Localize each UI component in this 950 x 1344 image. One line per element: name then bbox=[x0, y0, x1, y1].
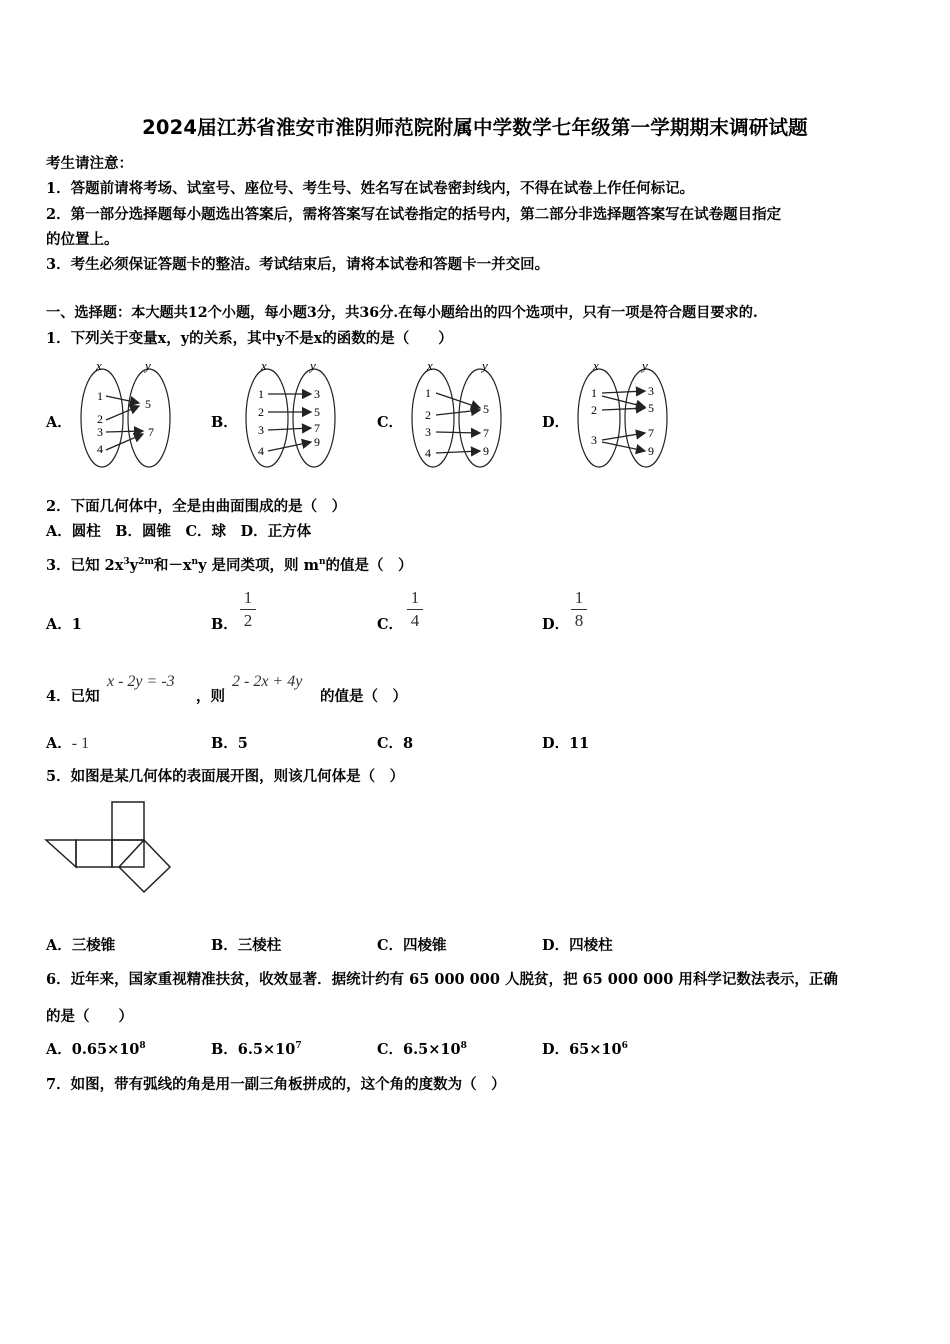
x-value: 3 bbox=[97, 425, 103, 439]
y-value: 3 bbox=[648, 384, 654, 398]
x-value: 3 bbox=[591, 433, 597, 447]
q4-option-d: D．11 bbox=[542, 735, 590, 752]
mapping-diagram-c bbox=[406, 358, 516, 473]
x-value: 2 bbox=[591, 403, 597, 417]
q4-option-c: C．8 bbox=[377, 735, 414, 752]
q4-stem-end: 的值是（ ） bbox=[320, 688, 407, 705]
q6-option-a: A．$0.65\times 10^8$ bbox=[46, 1041, 146, 1058]
y-set-label: y bbox=[310, 358, 316, 373]
y-set-label: y bbox=[482, 358, 488, 373]
mapping-diagram-b bbox=[240, 358, 350, 473]
x-value: 3 bbox=[425, 425, 431, 439]
q2-options: A．圆柱 B．圆锥 C．球 D．正方体 bbox=[46, 523, 312, 540]
x-set-label: x bbox=[96, 358, 102, 373]
q3-option-d-fraction: 1 8 bbox=[571, 588, 587, 631]
q5-option-b: B．三棱柱 bbox=[211, 937, 282, 954]
x-value: 1 bbox=[425, 386, 431, 400]
y-value: 7 bbox=[483, 426, 489, 440]
x-value: 4 bbox=[258, 444, 264, 458]
page-title: 2024届江苏省淮安市淮阴师范院附属中学数学七年级第一学期期末调研试题 bbox=[142, 116, 808, 139]
x-value: 2 bbox=[425, 408, 431, 422]
y-value: 9 bbox=[314, 435, 320, 449]
y-value: 7 bbox=[148, 425, 154, 439]
notice-heading: 考生请注意： bbox=[46, 155, 133, 172]
q6-option-c: C．$6.5\times 10^8$ bbox=[377, 1041, 467, 1058]
q3-option-b: B． bbox=[211, 616, 238, 633]
q5-option-c: C．四棱锥 bbox=[377, 937, 447, 954]
net-figure bbox=[43, 797, 175, 901]
q4-then: ，则 bbox=[196, 688, 225, 705]
y-value: 5 bbox=[145, 397, 151, 411]
q5-option-d: D．四棱柱 bbox=[542, 937, 613, 954]
q6-stem-cont: 的是（ ） bbox=[46, 1008, 133, 1025]
q5-stem: 5．如图是某几何体的表面展开图，则该几何体是（ ） bbox=[46, 768, 405, 785]
q1-stem: 1．下列关于变量x，y的关系，其中y不是x的函数的是（ ） bbox=[46, 330, 453, 347]
notice-item-3: 3．考生必须保证答题卡的整洁。考试结束后，请将本试卷和答题卡一并交回。 bbox=[46, 256, 550, 273]
q3-option-c: C． bbox=[377, 616, 404, 633]
mapping-diagram-d bbox=[572, 358, 682, 473]
notice-item-2: 2．第一部分选择题每小题选出答案后，需将答案写在试卷指定的括号内，第二部分非选择题答案写在试卷题目指定 bbox=[46, 206, 782, 223]
y-value: 7 bbox=[314, 421, 320, 435]
q3-option-c-fraction: 1 4 bbox=[407, 588, 423, 631]
y-value: 9 bbox=[648, 444, 654, 458]
q1-option-b: B． bbox=[211, 414, 238, 431]
q6-option-b: B．$6.5\times 10^7$ bbox=[211, 1041, 302, 1058]
y-value: 7 bbox=[648, 426, 654, 440]
q1-option-c: C． bbox=[377, 414, 404, 431]
q3-stem: 3．已知 $2x^3y^{2m}$和$-x^ny$ 是同类项，则 $m^n$的值是（ ） bbox=[46, 557, 413, 574]
notice-item-1: 1．答题前请将考场、试室号、座位号、考生号、姓名写在试卷密封线内，不得在试卷上作任何标记。 bbox=[46, 180, 695, 197]
q1-option-a: A． bbox=[46, 414, 72, 431]
q3-option-a: A．1 bbox=[46, 616, 82, 633]
notice-item-2-cont: 的位置上。 bbox=[46, 231, 119, 248]
y-value: 9 bbox=[483, 444, 489, 458]
y-set-label: y bbox=[642, 358, 648, 373]
q3-option-d: D． bbox=[542, 616, 570, 633]
x-value: 2 bbox=[258, 405, 264, 419]
q4-option-b: B．5 bbox=[211, 735, 248, 752]
x-value: 1 bbox=[258, 387, 264, 401]
x-value: 1 bbox=[97, 389, 103, 403]
section-heading: 一、选择题：本大题共12个小题，每小题3分，共36分.在每小题给出的四个选项中，只有一项是符合题目要求的. bbox=[46, 305, 758, 321]
q2-stem: 2．下面几何体中，全是由曲面围成的是（ ） bbox=[46, 498, 347, 515]
y-set-label: y bbox=[145, 358, 151, 373]
x-value: 4 bbox=[97, 442, 103, 456]
x-value: 2 bbox=[97, 412, 103, 426]
q4-option-a: A．- 1 bbox=[46, 735, 90, 752]
q4-condition-expression: x - 2y = -3 bbox=[107, 673, 175, 690]
q1-option-d: D． bbox=[542, 414, 570, 431]
q6-stem: 6．近年来，国家重视精准扶贫，收效显著．据统计约有 65 000 000 人脱贫，把 65 000 000 用科学记数法表示，正确 bbox=[46, 971, 838, 988]
q3-option-b-fraction: 1 2 bbox=[240, 588, 256, 631]
x-value: 1 bbox=[591, 386, 597, 400]
x-set-label: x bbox=[593, 358, 599, 373]
q7-stem: 7．如图，带有弧线的角是用一副三角板拼成的，这个角的度数为（ ） bbox=[46, 1076, 506, 1093]
y-value: 5 bbox=[314, 405, 320, 419]
x-value: 4 bbox=[425, 446, 431, 460]
y-value: 5 bbox=[648, 401, 654, 415]
q4-target-expression: 2 - 2x + 4y bbox=[232, 673, 303, 690]
y-value: 5 bbox=[483, 402, 489, 416]
y-value: 3 bbox=[314, 387, 320, 401]
x-value: 3 bbox=[258, 423, 264, 437]
x-set-label: x bbox=[427, 358, 433, 373]
q4-label: 4．已知 bbox=[46, 688, 100, 705]
q5-option-a: A．三棱锥 bbox=[46, 937, 116, 954]
q6-option-d: D．$65\times 10^6$ bbox=[542, 1041, 628, 1058]
x-set-label: x bbox=[261, 358, 267, 373]
mapping-diagram-a bbox=[75, 358, 185, 473]
